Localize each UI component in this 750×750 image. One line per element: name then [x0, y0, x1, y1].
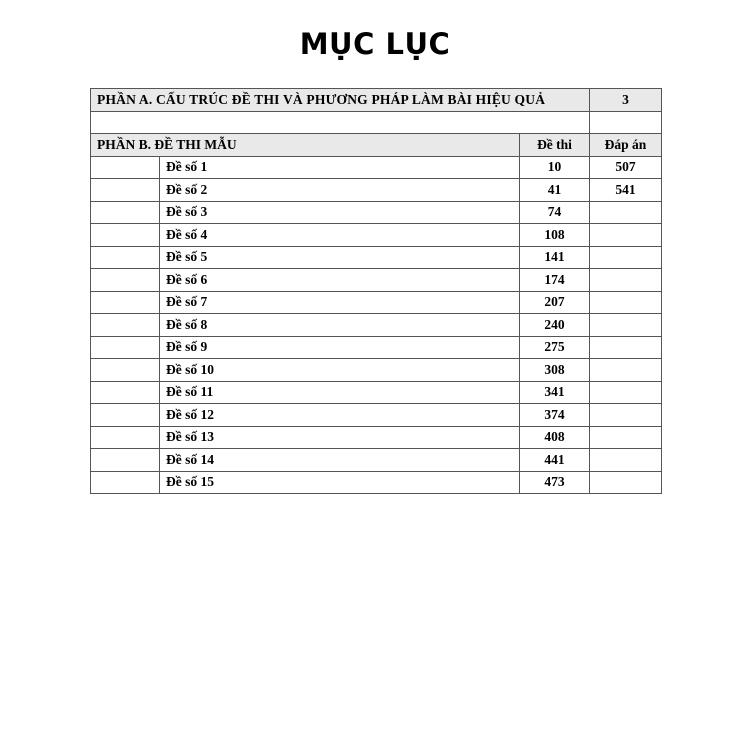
table-row [91, 336, 662, 359]
item-answer-page [590, 426, 662, 449]
part-a-label: PHẦN A. CẤU TRÚC ĐỀ THI VÀ PHƯƠNG PHÁP LÀM BÀI HIỆU QUẢ [91, 89, 590, 112]
row-indent-cell [91, 426, 160, 449]
item-exam-page: 10 [520, 156, 590, 179]
toc-table [90, 88, 662, 494]
row-indent-cell [91, 179, 160, 202]
item-exam-page: 275 [520, 336, 590, 359]
item-answer-page [590, 359, 662, 382]
row-indent-cell [91, 224, 160, 247]
item-answer-page [590, 201, 662, 224]
row-indent-cell [91, 314, 160, 337]
item-answer-page [590, 471, 662, 494]
item-answer-page [590, 449, 662, 472]
item-exam-page: 41 [520, 179, 590, 202]
table-row [91, 179, 662, 202]
row-indent-cell [91, 471, 160, 494]
row-indent-cell [91, 404, 160, 427]
row-indent-cell [91, 246, 160, 269]
part-a-page: 3 [590, 89, 662, 112]
part-b-label: PHẦN B. ĐỀ THI MẪU [91, 134, 520, 157]
item-label: Đề số 7 [160, 291, 520, 314]
item-label: Đề số 5 [160, 246, 520, 269]
col-answer-header: Đáp án [590, 134, 662, 157]
item-exam-page: 374 [520, 404, 590, 427]
row-indent-cell [91, 449, 160, 472]
table-row [91, 201, 662, 224]
spacer-cell [91, 111, 590, 134]
item-label: Đề số 4 [160, 224, 520, 247]
item-answer-page: 507 [590, 156, 662, 179]
item-label: Đề số 15 [160, 471, 520, 494]
item-exam-page: 408 [520, 426, 590, 449]
item-label: Đề số 6 [160, 269, 520, 292]
item-label: Đề số 10 [160, 359, 520, 382]
item-answer-page [590, 246, 662, 269]
table-row [91, 471, 662, 494]
table-row [91, 381, 662, 404]
row-indent-cell [91, 336, 160, 359]
item-exam-page: 141 [520, 246, 590, 269]
table-row [91, 246, 662, 269]
item-label: Đề số 2 [160, 179, 520, 202]
page-title: MỤC LỤC [299, 27, 451, 61]
item-exam-page: 174 [520, 269, 590, 292]
table-row [91, 449, 662, 472]
spacer-cell [590, 111, 662, 134]
spacer-row [91, 111, 662, 134]
item-label: Đề số 12 [160, 404, 520, 427]
row-indent-cell [91, 291, 160, 314]
item-exam-page: 473 [520, 471, 590, 494]
item-label: Đề số 13 [160, 426, 520, 449]
table-row [91, 314, 662, 337]
item-exam-page: 74 [520, 201, 590, 224]
item-label: Đề số 8 [160, 314, 520, 337]
item-label: Đề số 14 [160, 449, 520, 472]
item-label: Đề số 1 [160, 156, 520, 179]
table-row [91, 224, 662, 247]
item-label: Đề số 3 [160, 201, 520, 224]
item-exam-page: 108 [520, 224, 590, 247]
item-answer-page [590, 404, 662, 427]
part-b-header-row [91, 134, 662, 157]
item-answer-page [590, 314, 662, 337]
table-row [91, 426, 662, 449]
item-exam-page: 441 [520, 449, 590, 472]
row-indent-cell [91, 381, 160, 404]
item-answer-page [590, 381, 662, 404]
item-exam-page: 308 [520, 359, 590, 382]
table-row [91, 156, 662, 179]
table-row [91, 404, 662, 427]
part-a-row [91, 89, 662, 112]
row-indent-cell [91, 156, 160, 179]
col-exam-header: Đề thi [520, 134, 590, 157]
table-row [91, 291, 662, 314]
row-indent-cell [91, 359, 160, 382]
item-answer-page: 541 [590, 179, 662, 202]
item-answer-page [590, 291, 662, 314]
item-answer-page [590, 224, 662, 247]
item-exam-page: 341 [520, 381, 590, 404]
row-indent-cell [91, 201, 160, 224]
row-indent-cell [91, 269, 160, 292]
item-answer-page [590, 269, 662, 292]
item-label: Đề số 9 [160, 336, 520, 359]
table-row [91, 269, 662, 292]
item-exam-page: 240 [520, 314, 590, 337]
table-row [91, 359, 662, 382]
item-label: Đề số 11 [160, 381, 520, 404]
item-answer-page [590, 336, 662, 359]
item-exam-page: 207 [520, 291, 590, 314]
